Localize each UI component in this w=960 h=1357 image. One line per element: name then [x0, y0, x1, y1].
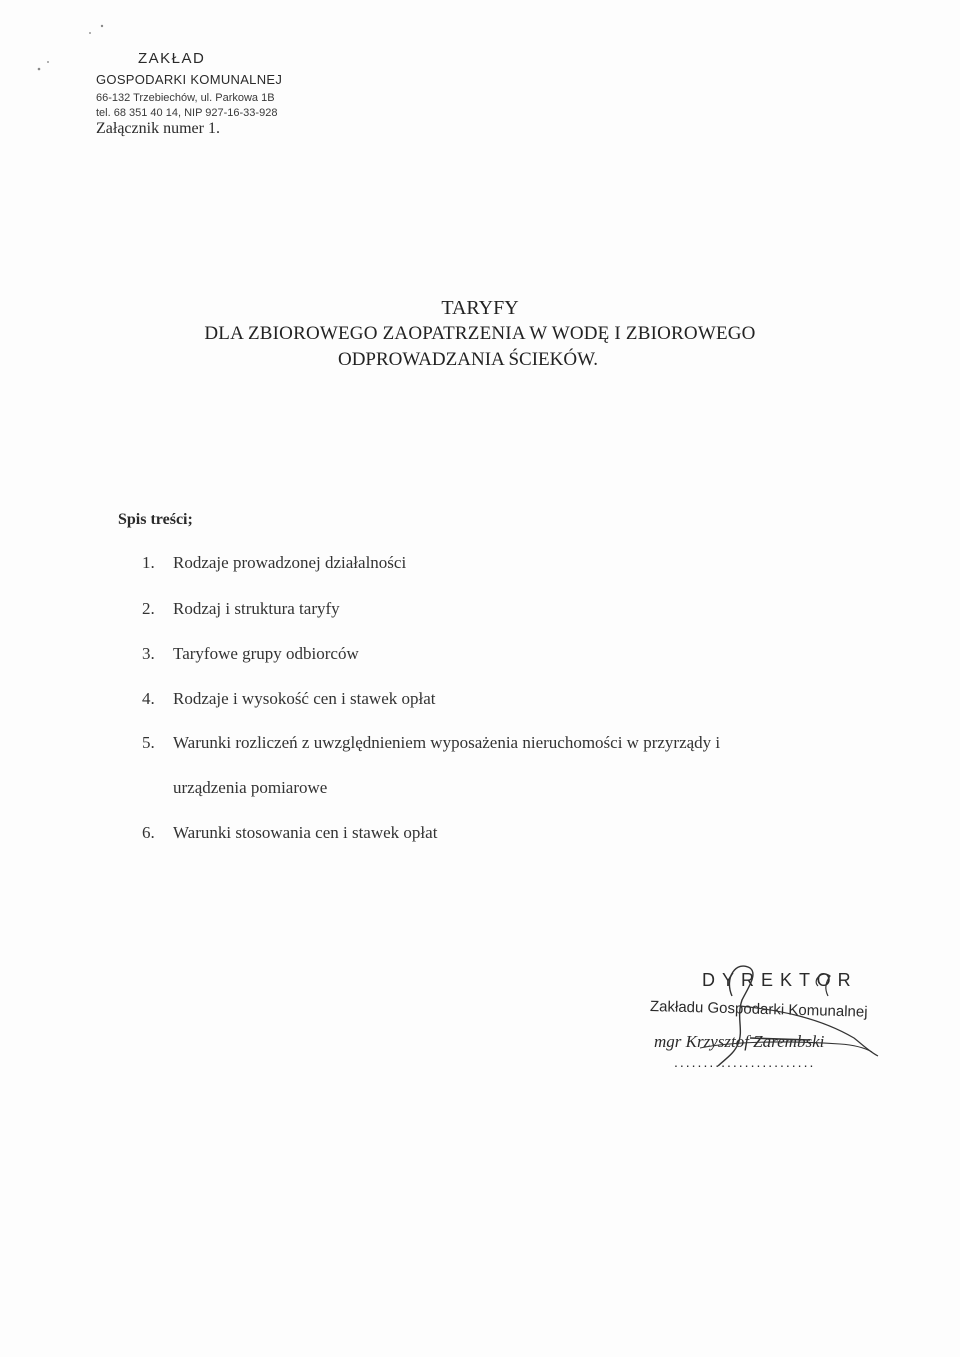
org-name-line2: GOSPODARKI KOMUNALNEJ — [96, 72, 283, 87]
director-stamp — [640, 948, 900, 1088]
toc-item-text: Warunki rozliczeń z uwzględnieniem wyposażenia nieruchomości w przyrządy i — [173, 733, 721, 752]
toc-item-text: Warunki stosowania cen i stawek opłat — [173, 823, 438, 842]
toc-item-number: 3. — [142, 644, 155, 663]
document-title-line2: DLA ZBIOROWEGO ZAOPATRZENIA W WODĘ I ZBIOROWEGO — [204, 323, 756, 344]
toc-item-number: 4. — [142, 689, 155, 708]
toc-item-number: 2. — [142, 599, 155, 618]
signature-line: ........................ — [674, 1054, 816, 1070]
stamp-name: mgr Krzysztof Zarembski — [654, 1032, 825, 1051]
stamp-title: DYREKTOR — [702, 970, 858, 990]
toc-item-text: Taryfowe grupy odbiorców — [173, 644, 359, 663]
handwritten-signature — [640, 948, 900, 1088]
toc-item-text: Rodzaj i struktura taryfy — [173, 599, 340, 618]
document-title-line1: TARYFY — [441, 297, 519, 319]
stamp-organization: Zakładu Gospodarki Komunalnej — [649, 998, 868, 1021]
org-name-line1: ZAKŁAD — [138, 50, 206, 67]
document-title-line3: ODPROWADZANIA ŚCIEKÓW. — [337, 349, 599, 370]
toc-item-number: 1. — [142, 553, 155, 572]
toc-item-number: 6. — [142, 823, 155, 842]
annex-label: Załącznik numer 1. — [96, 120, 220, 137]
toc-item-text: Rodzaje i wysokość cen i stawek opłat — [173, 689, 436, 708]
toc-item-text: urządzenia pomiarowe — [173, 778, 328, 797]
toc-item-number: 5. — [142, 733, 155, 752]
toc-item-text: Rodzaje prowadzonej działalności — [173, 553, 407, 572]
toc-heading: Spis treści; — [118, 511, 193, 528]
org-address: 66-132 Trzebiechów, ul. Parkowa 1B — [96, 92, 275, 104]
org-contact: tel. 68 351 40 14, NIP 927-16-33-928 — [96, 107, 278, 119]
